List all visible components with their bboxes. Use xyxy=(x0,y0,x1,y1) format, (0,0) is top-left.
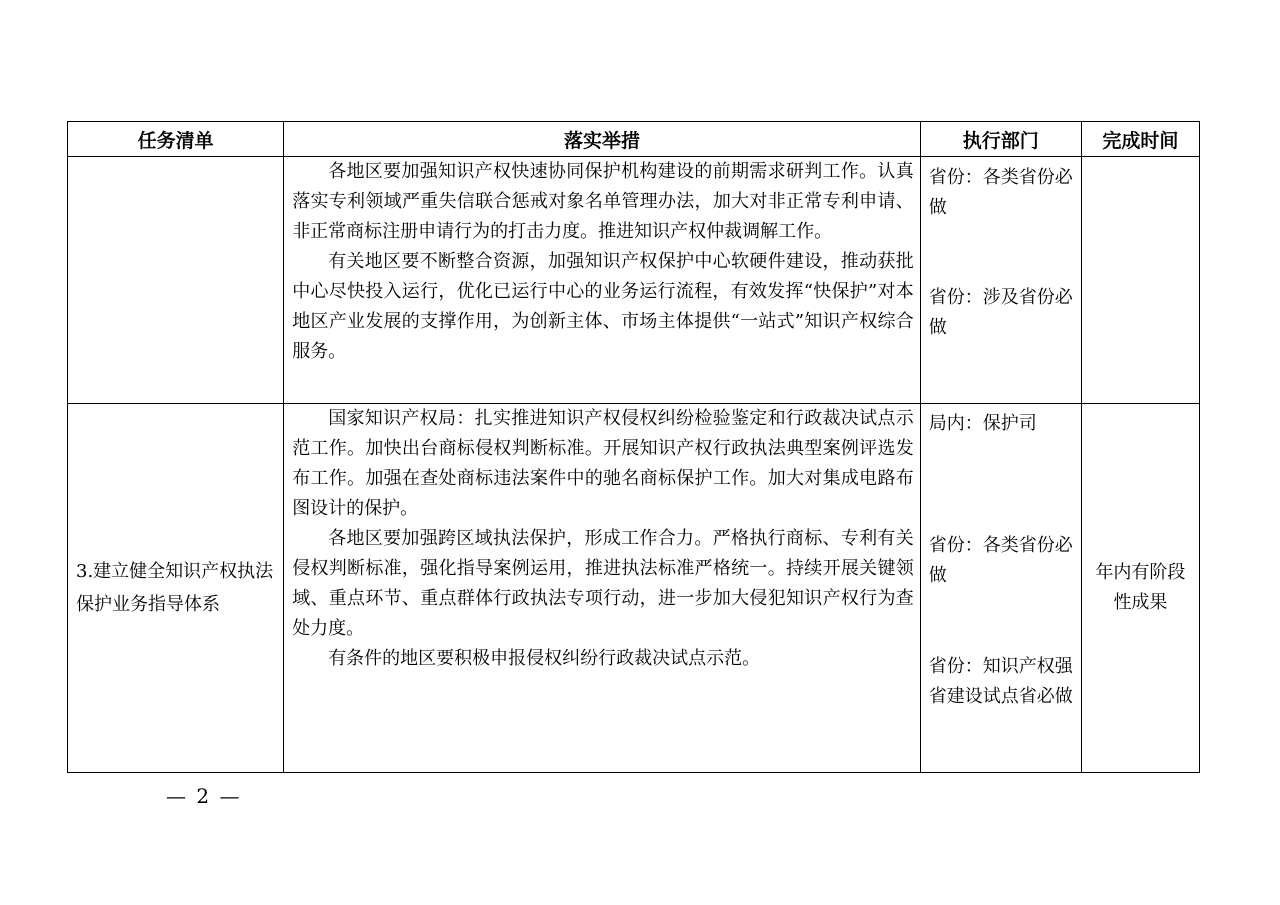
header-measure: 落实举措 xyxy=(284,122,921,157)
time-cell xyxy=(1081,404,1199,773)
time-cell xyxy=(1081,157,1199,404)
dept-cell xyxy=(920,157,1081,404)
dept-entry: 省份：知识产权强省建设试点省必做 xyxy=(928,656,1073,707)
header-dept: 执行部门 xyxy=(920,122,1081,157)
dept-entry: 省份：各类省份必做 xyxy=(928,167,1073,218)
task-cell xyxy=(68,157,284,404)
dept-entry: 局内：保护司 xyxy=(928,413,1037,434)
measure-paragraph: 国家知识产权局：扎实推进知识产权侵权纠纷检验鉴定和行政裁决试点示范工作。加快出台商标侵权判断标准。开展知识产权行政执法典型案例评选发布工作。加强在查处商标违法案件中的驰名商标保护工作。加大对集成电路布图设计的保护。 xyxy=(292,408,914,519)
measure-paragraph: 有关地区要不断整合资源，加强知识产权保护中心软硬件建设，推动获批中心尽快投入运行，优化已运行中心的业务运行流程，有效发挥“快保护”对本地区产业发展的支撑作用，为创新主体、市场主体提供“一站式”知识产权综合服务。 xyxy=(292,251,914,362)
measure-paragraph: 各地区要加强跨区域执法保护，形成工作合力。严格执行商标、专利有关侵权判断标准，强化指导案例运用，推进执法标准严格统一。持续开展关键领域、重点环节、重点群体行政执法专项行动，进一步加大侵犯知识产权行为查处力度。 xyxy=(292,528,914,639)
completion-time: 年内有阶段性成果 xyxy=(1095,562,1186,613)
measure-cell xyxy=(284,404,921,773)
dept-entry: 省份：各类省份必做 xyxy=(928,535,1073,586)
table-header-row xyxy=(68,122,1200,157)
table-row xyxy=(68,404,1200,773)
measure-paragraph: 有条件的地区要积极申报侵权纠纷行政裁决试点示范。 xyxy=(328,648,761,669)
dept-cell xyxy=(920,404,1081,773)
measure-paragraph: 各地区要加强知识产权快速协同保护机构建设的前期需求研判工作。认真落实专利领域严重失信联合惩戒对象名单管理办法，加大对非正常专利申请、非正常商标注册申请行为的打击力度。推进知识产权仲裁调解工作。 xyxy=(292,161,914,242)
task-cell: 3.建立健全知识产权执法保护业务指导体系 xyxy=(68,404,284,773)
header-task: 任务清单 xyxy=(68,122,284,157)
measure-cell xyxy=(284,157,921,404)
page-number: — 2 — xyxy=(166,784,242,808)
header-time: 完成时间 xyxy=(1081,122,1199,157)
table-row xyxy=(68,157,1200,404)
dept-entry: 省份：涉及省份必做 xyxy=(928,287,1073,338)
task-table xyxy=(67,121,1200,773)
